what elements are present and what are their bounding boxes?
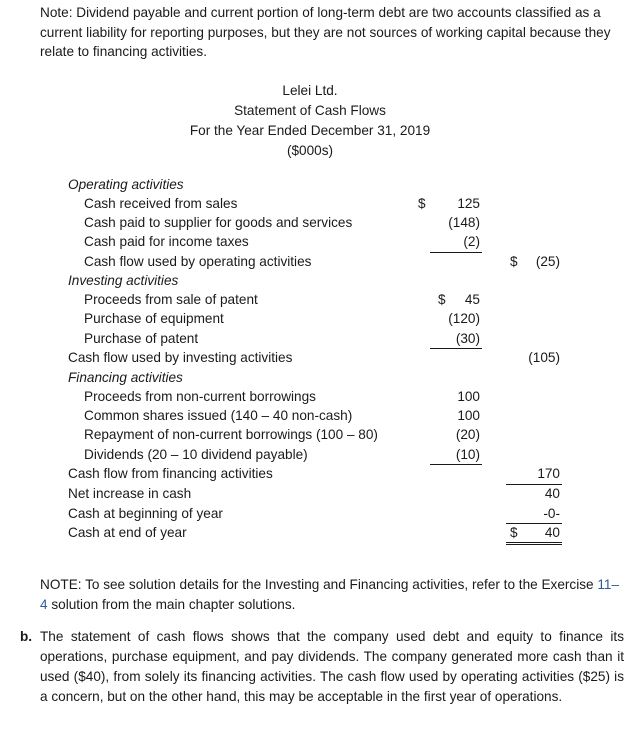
statement-title: Statement of Cash Flows: [234, 103, 386, 118]
financing-total-label: Cash flow from financing activities: [68, 466, 273, 481]
operating-item-amount: (2): [463, 234, 480, 249]
financing-item-label: Repayment of non-current borrowings (100 – 80): [84, 427, 378, 442]
financing-heading: Financing activities: [68, 370, 183, 385]
investing-item-amount: $ 45: [438, 292, 480, 307]
investing-item-label: Purchase of equipment: [84, 311, 224, 326]
intro-note: Note: Dividend payable and current portion of long-term debt are two accounts classified as a current liability for reporting purposes, but they are not sources of working capital because they relate to financing activities.: [40, 5, 611, 59]
operating-total-amount: $ (25): [510, 254, 560, 269]
net-increase-label: Net increase in cash: [68, 486, 192, 501]
investing-item-label: Purchase of patent: [84, 331, 199, 346]
dollar-sign: $: [510, 254, 518, 269]
subtotal-rule: [430, 348, 482, 349]
operating-item-label: Cash paid for income taxes: [84, 234, 249, 249]
investing-item-amount: (30): [455, 331, 480, 346]
operating-total-label: Cash flow used by operating activities: [84, 254, 312, 269]
financing-item-amount: 100: [457, 389, 480, 404]
financing-item-label: Common shares issued (140 – 40 non-cash): [84, 408, 353, 423]
financing-item-label: Dividends (20 – 10 dividend payable): [84, 447, 308, 462]
dollar-sign: $: [510, 525, 518, 540]
company-name: Lelei Ltd.: [282, 83, 338, 98]
part-b-answer: [20, 627, 624, 707]
investing-heading: Investing activities: [68, 273, 179, 288]
investing-total-label: Cash flow used by investing activities: [68, 350, 293, 365]
financing-total-amount: 170: [537, 466, 560, 481]
financing-item-label: Proceeds from non-current borrowings: [84, 389, 316, 404]
beginning-cash-label: Cash at beginning of year: [68, 506, 223, 521]
financing-item-amount: (10): [455, 447, 480, 462]
dollar-sign: $: [438, 292, 446, 307]
subtotal-rule: [430, 464, 482, 465]
operating-item-amount: (148): [448, 215, 480, 230]
subtotal-rule: [430, 252, 482, 253]
solution-note: NOTE: To see solution details for the Investing and Financing activities, refer to the Exercise 11–4 solution from the main chapter solutions.: [40, 577, 620, 612]
part-b-text: The statement of cash flows shows that the company used debt and equity to finance its operations, purchase equipment, and pay dividends. The company generated more cash than it used ($40), from solely its financing activities. The cash flow used by operating activities ($25) is a concern, but on the other hand, this may be acceptable in the first year of operations.: [40, 629, 624, 704]
operating-heading: Operating activities: [68, 177, 184, 192]
double-underline: [506, 542, 562, 545]
financing-item-amount: (20): [455, 427, 480, 442]
ending-cash-label: Cash at end of year: [68, 525, 187, 540]
part-b-label: b.: [20, 629, 33, 644]
operating-item-label: Cash paid to supplier for goods and services: [84, 215, 353, 230]
net-increase-amount: 40: [544, 486, 560, 501]
investing-total-amount: (105): [528, 350, 560, 365]
operating-item-label: Cash received from sales: [84, 196, 238, 211]
dollar-sign: $: [418, 196, 426, 211]
ending-cash-amount: $ 40: [510, 525, 560, 540]
investing-item-amount: (120): [448, 311, 480, 326]
operating-item-amount: $ 125: [418, 196, 480, 211]
investing-item-label: Proceeds from sale of patent: [84, 292, 258, 307]
financing-item-amount: 100: [457, 408, 480, 423]
statement-period: For the Year Ended December 31, 2019: [189, 123, 431, 138]
statement-units: ($000s): [286, 143, 334, 158]
exercise-reference-link[interactable]: 11–4: [40, 577, 620, 612]
beginning-cash-amount: -0-: [543, 506, 560, 521]
